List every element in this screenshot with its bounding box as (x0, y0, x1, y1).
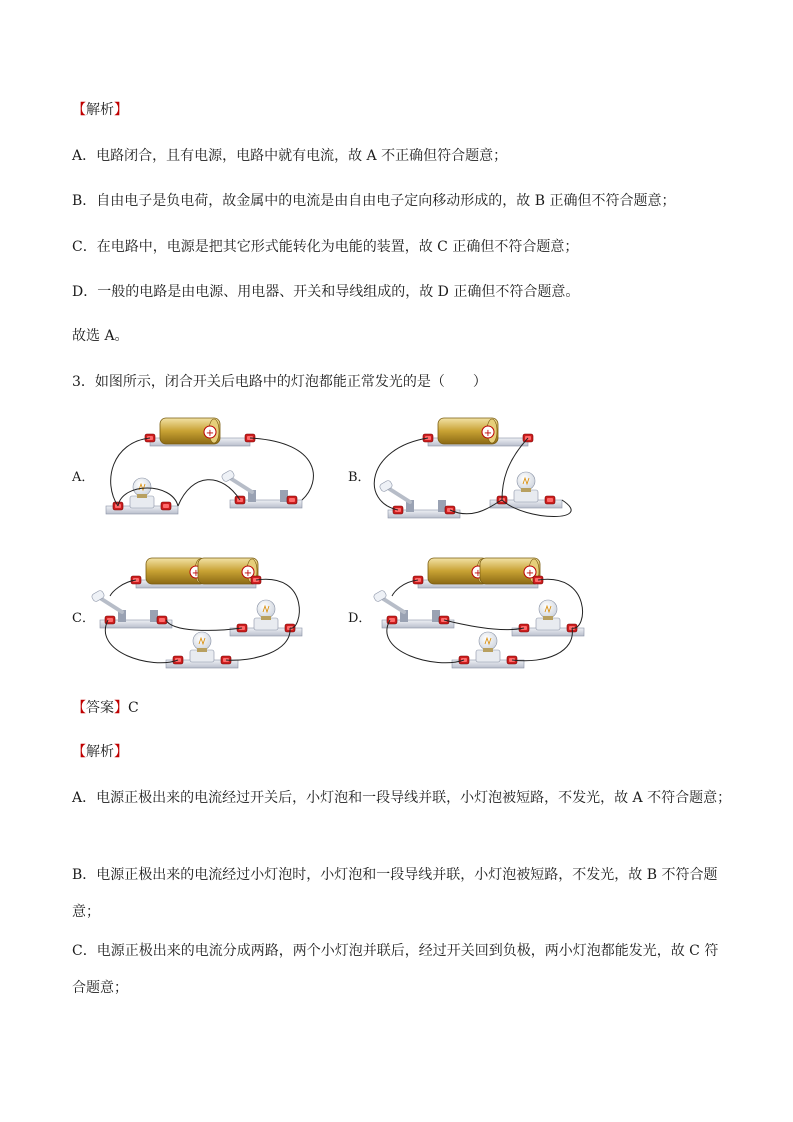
circuit-figure-d (366, 552, 596, 677)
analysis-label: 解析 (86, 744, 114, 760)
circuit-figure-a (92, 412, 322, 532)
analysis-item-a: A．电路闭合，且有电源，电路中就有电流，故 A 不正确但符合题意； (72, 148, 508, 164)
explanation-item-b: B．电源正极出来的电流经过小灯泡时，小灯泡和一段导线并联，小灯泡被短路，不发光，故 B 不符合题意； (72, 867, 718, 920)
bracket-close: 】 (114, 700, 128, 716)
figure-label-b: B． (348, 470, 371, 485)
analysis-heading-1 (72, 100, 128, 120)
answer-value: C (128, 700, 139, 716)
bracket-open: 【 (72, 744, 86, 760)
circuit-figure-c (92, 552, 322, 677)
figure-label-c: C． (72, 611, 95, 626)
analysis-item-d: D．一般的电路是由电源、用电器、开关和导线组成的，故 D 正确但不符合题意。 (72, 284, 580, 300)
conclusion: 故选 A。 (72, 328, 129, 344)
question-text: 3．如图所示，闭合开关后电路中的灯泡都能正常发光的是（ ） (72, 374, 487, 390)
answer-line (72, 698, 139, 718)
analysis-heading-2 (72, 742, 128, 762)
explanation-item-a: A．电源正极出来的电流经过开关后，小灯泡和一段导线并联，小灯泡被短路，不发光，故 A 不符合题意； (72, 790, 732, 806)
explanation-item-c: C．电源正极出来的电流分成两路，两个小灯泡并联后，经过开关回到负极，两小灯泡都能发光，故 C 符合题意； (72, 943, 719, 996)
circuit-figure-b (366, 412, 596, 532)
figure-label-d: D． (348, 611, 372, 626)
bracket-close: 】 (114, 744, 128, 760)
analysis-item-b: B．自由电子是负电荷，故金属中的电流是由自由电子定向移动形成的，故 B 正确但不符合题意； (72, 193, 676, 209)
analysis-item-c: C．在电路中，电源是把其它形式能转化为电能的装置，故 C 正确但不符合题意； (72, 239, 579, 255)
figure-label-a: A． (72, 470, 95, 485)
analysis-label: 解析 (86, 102, 114, 118)
answer-label: 答案 (86, 700, 114, 716)
bracket-open: 【 (72, 700, 86, 716)
bracket-close: 】 (114, 102, 128, 118)
bracket-open: 【 (72, 102, 86, 118)
page: 【解析】 A．电路闭合，且有电源，电路中就有电流，故 A 不正确但符合题意； B．自由电子是负电荷，故金属中的电流是由自由电子定向移动形成的，故 B 正确但不符合题意； C．在电路中，电源是把其它形式能转化为电能的装置，故 C 正确但不符合题意； D．一般的电路是由电源、用电器、开关和导线组成的，故 D 正确但不符合题意。 故选 A。 3．如图所示，闭合开关后电路中的灯泡都能正常发光的是（ ） A． B． C． D． + 【答案】C 【解析】 A．电源正极出来的电流经过开关后，小灯泡和一段导线并联，小灯泡被短路，不发光，故 A 不符合题意； B．电源正极出来的电流经过小灯泡时，小灯泡和一段导线并联，小灯泡被短路，不发光，故 B 不符合题意； C．电源正极出来的电流分成两路，两个小灯泡并联后，经过开关回到负极，两小灯泡都能发光，故 C 符合题意； (0, 0, 793, 1122)
